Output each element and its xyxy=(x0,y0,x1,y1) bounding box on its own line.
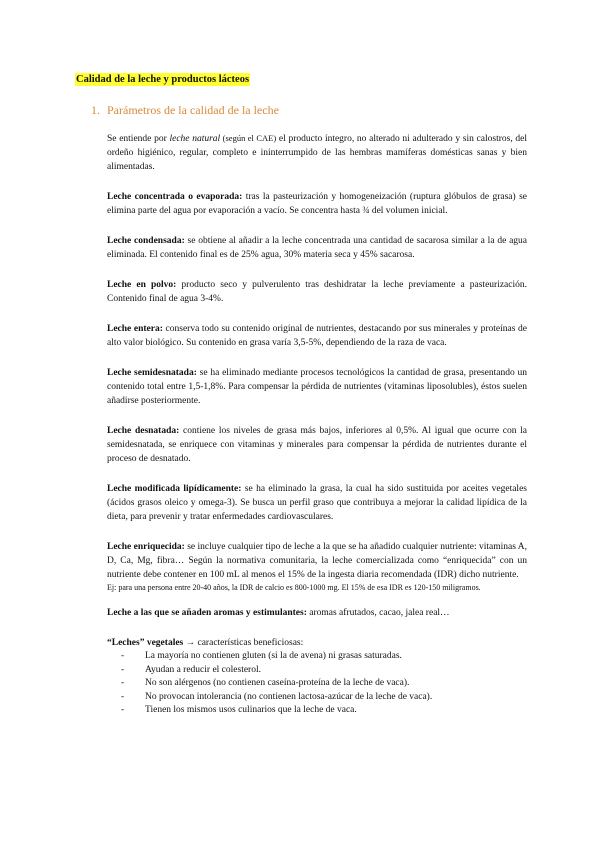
definition-text: se obtiene al añadir a la leche concentrada una cantidad de sacarosa similar a la de agua eliminada. El contenido final es de 25% agua, 30% materia seca y 45% sacarosa. xyxy=(107,236,528,260)
definition-text: producto seco y pulverulento tras deshidratar la leche previamente a pasteurización. Contenido final de agua 3-4%. xyxy=(107,280,528,304)
dash-bullet: - xyxy=(121,678,125,688)
list-item xyxy=(107,650,527,664)
vegetales-heading xyxy=(107,636,527,650)
definition-term: Leche enriquecida: xyxy=(107,542,185,552)
list-item-text: La mayoría no contienen gluten (si la de avena) ni grasas saturadas. xyxy=(145,651,402,661)
definition-text: se ha eliminado la grasa, la cual ha sido sustituida por aceites vegetales (ácidos grasos oleico y omega-3). Se busca un perfil graso que contribuya a mejorar la calidad lipídica de la dieta, para prevenir y tratar enfermedades cardiovasculares. xyxy=(107,484,527,522)
definition-term: Leche concentrada o evaporada: xyxy=(107,192,243,202)
section-heading-text: Parámetros de la calidad de la leche xyxy=(107,103,279,117)
list-item-text: Tienen los mismos usos culinarios que la leche de vaca. xyxy=(145,705,357,715)
definition-polvo xyxy=(107,278,527,306)
vegetales-term: “Leches” vegetales xyxy=(107,638,184,648)
vegetales-text: → características beneficiosas: xyxy=(183,638,304,648)
definition-term: Leche a las que se añaden aromas y estimulantes: xyxy=(107,608,307,618)
intro-before: Se entiende por xyxy=(107,134,170,144)
list-item-text: Ayudan a reducir el colesterol. xyxy=(145,664,261,675)
list-item-text: No provocan intolerancia (no contienen lactosa-azúcar de la leche de vaca). xyxy=(145,691,433,702)
definition-term: Leche desnatada: xyxy=(107,426,180,436)
definition-semidesnatada xyxy=(107,366,527,408)
dash-bullet: - xyxy=(121,691,125,702)
document-title: Calidad de la leche y productos lácteos xyxy=(76,74,250,85)
definition-text: tras la pasteurización y homogeneización (ruptura glóbulos de grasa) se elimina parte del agua por evaporación a vacío. Se concentra hasta ¾ del volumen inicial. xyxy=(107,192,527,216)
list-item xyxy=(107,677,527,691)
definition-entera xyxy=(107,322,527,350)
definition-desnatada xyxy=(107,424,527,466)
list-item xyxy=(107,664,527,678)
definition-concentrada xyxy=(107,190,527,218)
definition-term: Leche entera: xyxy=(107,324,163,334)
intro-term: leche natural xyxy=(169,134,221,144)
definition-text: se ha eliminado mediante procesos tecnológicos la cantidad de grasa, presentando un contenido total entre 1,5-1,8%. Para compensar la pérdida de nutrientes (vitaminas liposolubles), éstos suelen añadirse posteriormente. xyxy=(107,368,527,406)
definition-term: Leche condensada: xyxy=(107,236,185,246)
list-item xyxy=(107,704,527,718)
definition-enriquecida xyxy=(107,540,527,582)
example-note: Ej: para una persona entre 20-40 años, la IDR de calcio es 800-1000 mg. El 15% de esa IDR es 120-150 miligramos. xyxy=(107,583,481,592)
definition-text: contiene los niveles de grasa más bajos, inferiores al 0,5%. Al igual que ocurre con la semidesnatada, se enriquece con vitaminas y minerales para compensar la pérdida de nutrientes durante el proceso de desnatado. xyxy=(107,426,527,464)
definition-text: se incluye cualquier tipo de leche a la que se ha añadido cualquier nutriente: vitaminas A, D, Ca, Mg, fibra… Según la normativa comunitaria, la leche comercializada como “enriquecida” con un nutriente debe contener en 100 mL al menos el 15% de la ingesta diaria recomendada (IDR) dicho nutriente. xyxy=(107,542,527,580)
definition-modificada xyxy=(107,482,527,524)
definition-term: Leche semidesnatada: xyxy=(107,368,197,378)
intro-after: el producto íntegro, no alterado ni adulterado y sin calostros, del ordeño higiénico, regular, completo e ininterrumpido de las hembras mamíferas domésticas sanas y bien alimentadas. xyxy=(107,134,528,172)
intro-paragraph xyxy=(107,131,527,174)
definition-term: Leche modificada lipídicamente: xyxy=(107,484,242,494)
dash-bullet: - xyxy=(121,651,125,661)
document-body xyxy=(107,131,527,718)
section-heading xyxy=(91,103,279,117)
vegetales-list xyxy=(107,650,527,718)
definition-text: aromas afrutados, cacao, jalea real… xyxy=(306,608,450,618)
section-number: 1. xyxy=(91,103,100,117)
definition-condensada xyxy=(107,234,527,262)
dash-bullet: - xyxy=(121,705,125,715)
definition-text: conserva todo su contenido original de nutrientes, destacando por sus minerales y proteínas de alto valor biológico. Su contenido en grasa varía 3,5-5%, dependiendo de la raza de vaca. xyxy=(107,324,528,348)
list-item xyxy=(107,691,527,705)
dash-bullet: - xyxy=(121,664,125,675)
definition-term: Leche en polvo: xyxy=(107,280,177,290)
definition-aromas xyxy=(107,606,527,620)
intro-source: (según el CAE) xyxy=(220,133,277,143)
list-item-text: No son alérgenos (no contienen caseína-proteína de la leche de vaca). xyxy=(145,678,410,688)
